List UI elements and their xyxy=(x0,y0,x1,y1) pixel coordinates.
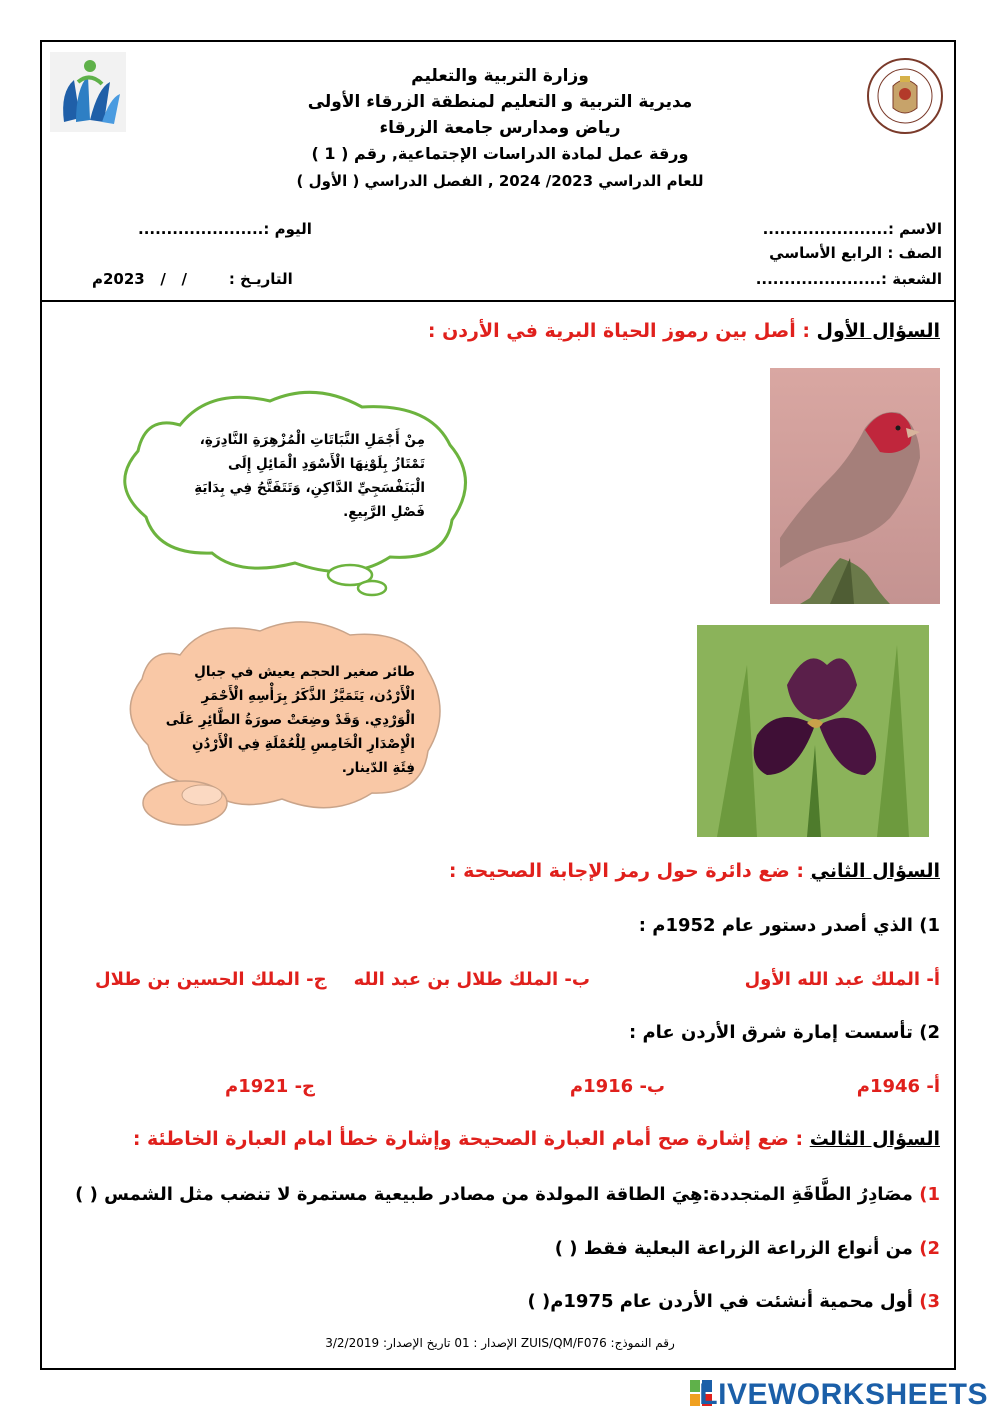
q2-item-2 xyxy=(629,1022,940,1043)
student-grade: الصف : الرابع الأساسي xyxy=(769,244,942,262)
q2-item-2-option-c[interactable]: ج- 1921م xyxy=(225,1076,316,1097)
header-line-1: وزارة التربية والتعليم xyxy=(411,66,589,86)
q2-item-1 xyxy=(639,915,940,936)
q2-item-1-option-c[interactable]: ج- الملك الحسين بن طلال xyxy=(95,969,327,990)
q3-item-3-text: أول محمية أنشئت في الأردن عام 1975م( ) xyxy=(527,1291,913,1312)
q2-item-1-text: الذي أصدر دستور عام 1952م : xyxy=(638,915,913,936)
student-section-field[interactable]: الشعبة :...................... xyxy=(755,270,942,288)
bubble1-text: مِنْ أَجْمَلِ النَّبَاتَاتِ الْمُزْهِرَةِ النَّادِرَةِ، تَمْتَازُ بِلَوْنِهَا الْأَسْوَدِ الْمَائِلِ إِلَى الْبَنَفْسَجِيِّ الدَّاكِنِ، وَتَتَفَتَّحُ فِي بِدَايَةِ فَصْلِ الرَّبِيعِ. xyxy=(194,432,425,520)
q3-item-1-text: مصَادِرُ الطَّاقَةِ المتجددة:هِيَ الطاقة المولدة من مصادر طبيعية مستمرة لا تنضب مثل الشمس ( ) xyxy=(75,1184,913,1205)
q3-item-1-number: 1) xyxy=(919,1184,940,1205)
liveworksheets-brand[interactable]: LIVEWORKSHEETS xyxy=(699,1378,988,1411)
bird-image[interactable] xyxy=(770,368,940,604)
q2-item-1-option-a[interactable]: أ- الملك عبد الله الأول xyxy=(744,969,940,990)
student-name-field[interactable]: الاسم :...................... xyxy=(762,220,942,238)
q2-label: السؤال الثاني xyxy=(810,860,940,882)
q2-item-2-text: تأسست إمارة شرق الأردن عام : xyxy=(628,1022,913,1043)
q3-item-2-text: من أنواع الزراعة الزراعة البعلية فقط ( ) xyxy=(554,1238,913,1259)
q3-item-2-number: 2) xyxy=(919,1238,940,1259)
q1-instruction: : أصل بين رموز الحياة البرية في الأردن : xyxy=(427,320,817,342)
q2-item-2-number: 2) xyxy=(919,1022,940,1043)
q3-label: السؤال الثالث xyxy=(809,1128,940,1150)
q3-title xyxy=(133,1128,940,1150)
q3-item-1[interactable] xyxy=(75,1184,940,1205)
form-footer: رقم النموذج: ZUIS/QM/F076 الإصدار : 01 تاريخ الإصدار: 3/2/2019 xyxy=(325,1336,675,1350)
header-line-5: للعام الدراسي 2023/ 2024 , الفصل الدراسي ( الأول ) xyxy=(296,172,704,190)
q1-label: السؤال الأول xyxy=(816,320,940,342)
header-line-4: ورقة عمل لمادة الدراسات الإجتماعية, رقم ( 1 ) xyxy=(311,144,689,163)
q2-item-2-option-a[interactable]: أ- 1946م xyxy=(856,1076,940,1097)
q2-item-2-option-b[interactable]: ب- 1916م xyxy=(569,1076,665,1097)
day-field[interactable]: اليوم :...................... xyxy=(138,220,312,238)
q3-item-2[interactable] xyxy=(555,1238,940,1259)
q2-title xyxy=(449,860,940,882)
iris-flower-image[interactable] xyxy=(697,625,929,837)
header-divider xyxy=(40,300,956,302)
q3-instruction: : ضع إشارة صح أمام العبارة الصحيحة وإشارة خطأ امام العبارة الخاطئة : xyxy=(132,1128,810,1150)
header-line-2: مديرية التربية و التعليم لمنطقة الزرقاء الأولى xyxy=(307,92,693,112)
q1-title xyxy=(428,320,940,342)
bubble2-text: طائر صغير الحجم يعيش في جبالِ الْأَرْدُن، يَتَمَيَّزُ الذَّكَرُ بِرَأْسِهِ الْأَحْمَرِ الْوَرْدِي. وَقَدْ وضِعَتْ صورَةُ الطَّائِرِ عَلَى الْإِصْدَارِ الْخَامِسِ لِلْعُمْلَةِ فِي الْأَرْدُنِ فِئَةِ الدّينار. xyxy=(165,664,415,776)
q3-item-3-number: 3) xyxy=(919,1291,940,1312)
q3-item-3[interactable] xyxy=(527,1291,940,1312)
date-field[interactable]: التاريـخ : / / 2023م xyxy=(92,270,293,288)
header-line-3: رياض ومدارس جامعة الزرقاء xyxy=(379,118,621,138)
q2-instruction: : ضع دائرة حول رمز الإجابة الصحيحة : xyxy=(448,860,811,882)
q2-item-1-number: 1) xyxy=(919,915,940,936)
q2-item-1-option-b[interactable]: ب- الملك طلال بن عبد الله xyxy=(353,969,590,990)
